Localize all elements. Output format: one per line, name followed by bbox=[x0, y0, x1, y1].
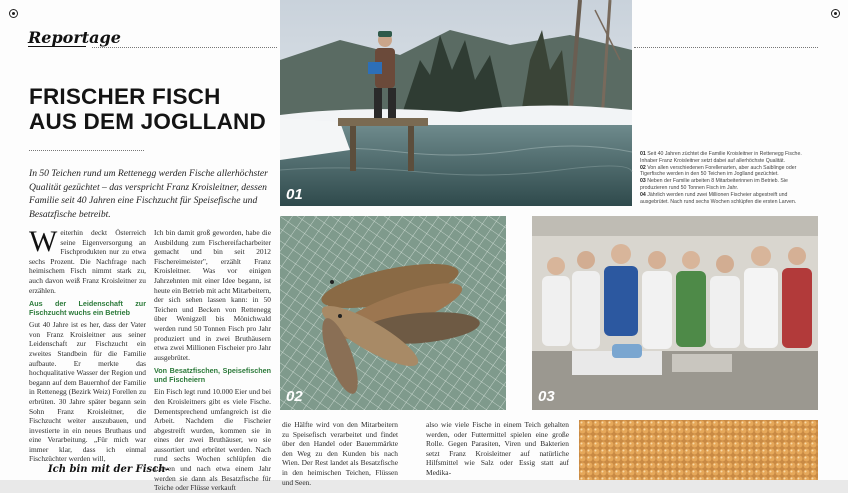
subheading: Aus der Leidenschaft zur Fischzucht wuchs ein Betrieb bbox=[29, 299, 146, 318]
article-lead: In 50 Teichen rund um Rettenegg werden Fische allerhöchster Qualität gezüchtet – das verspricht Franz Kroisleitner, dessen Familie seit 40 Jahren eine Fischzucht für Speisefische und Besatzfische betreibt. bbox=[29, 168, 268, 220]
paragraph: Ich bin damit groß geworden, habe die Ausbildung zum Fischereifacharbeiter gemacht und bin seit 2012 Fischereimeister", erzählt Franz Kroisleitner. Was vor einigen Jahrzehnten mit einer Idee begann, ist heute ein Betrieb mit acht Mitarbeitern, der sich sehen lassen kann: in 50 Teichen und Becken von Rettenegg über Wenigzell bis Mönichwald werden rund 50 Tonnen Fisch pro Jahr produziert und in zwei Bruthäusern etwa zwei Millionen Fischeier pro Jahr ausgebrütet. bbox=[154, 228, 271, 362]
paragraph: Gut 40 Jahre ist es her, dass der Vater von Franz Kroisleitner aus seiner Leidenschaft zur Fischzucht ein zweites Standbein für die Familie aufbaute. Er merkte das hochqualitative Wasser der Region und begann auf dem Bauernhof der Familie in Rettenegg (Bezirk Weiz) Forellen zu erbrüten. 30 Jahre später begann sein Sohn Franz Kroisleitner, die Fischzucht weiter auszubauen, und investierte in ein neues Bruthaus und eine Verarbeitung. „Für mich war immer klar, dass ich einmal Fischzüchter werden will, bbox=[29, 320, 146, 464]
photo-number: 01 bbox=[286, 186, 303, 203]
headline-rule bbox=[29, 150, 144, 151]
paragraph: also wie viele Fische in einem Teich gehalten werden, oder Futtermittel spielen eine große Rolle. Gegen Parasiten, Viren und Bakterien setzt Franz Kroisleitner auf natürliche Hilfsmittel wie Salz oder Essig statt auf Medika- bbox=[426, 420, 569, 477]
text-column-1 bbox=[29, 225, 146, 466]
kicker-underline bbox=[28, 46, 86, 47]
pond-illustration bbox=[280, 0, 632, 206]
registration-mark-left bbox=[9, 9, 18, 18]
section-kicker: Reportage bbox=[28, 28, 121, 47]
photo-trout-net bbox=[280, 216, 506, 410]
caption-item: 03 Neben der Familie arbeiten 8 Mitarbeiterinnen im Betrieb. Sie produzieren rund 50 Tonnen Fisch im Jahr. bbox=[640, 178, 788, 191]
caption-item: 01 Seit 40 Jahren züchtet die Familie Kroisleitner in Rettenegg Fische. Inhaber Franz Kroisleitner setzt dabei auf allerhöchste Qualität. bbox=[640, 151, 802, 164]
photo-captions bbox=[640, 151, 816, 205]
article-headline bbox=[29, 84, 279, 134]
header-rule-left bbox=[92, 47, 277, 48]
team-illustration bbox=[532, 216, 818, 410]
trout-illustration bbox=[280, 216, 506, 410]
photo-number: 03 bbox=[538, 388, 555, 405]
caption-item: 02 Von allen verschiedenen Forellenarten, aber auch Saiblinge oder Tigerfische werden in den 50 Teichen im Joglland gezüchtet. bbox=[640, 164, 797, 178]
fish-eggs-illustration bbox=[579, 420, 818, 480]
photo-pond-winter bbox=[280, 0, 632, 206]
registration-mark-right bbox=[831, 9, 840, 18]
text-column-3 bbox=[282, 420, 398, 487]
photo-team bbox=[532, 216, 818, 410]
text-column-2 bbox=[154, 228, 271, 493]
headline-line-1: FRISCHER FISCH bbox=[29, 84, 221, 109]
header-rule-right bbox=[634, 47, 818, 48]
paragraph: Weiterhin deckt Österreich seine Eigenversorgung an Fischprodukten nur zu etwa sechs Prozent. Die Nachfrage nach heimischem Fisch nimmt stark zu, auch davon weiß Franz Kroisleitner zu erzählen. bbox=[29, 225, 146, 295]
pull-quote: Ich bin mit der Fisch- bbox=[48, 464, 170, 475]
subheading: Von Besatzfischen, Speisefischen und Fischeiern bbox=[154, 366, 271, 385]
drop-cap: W bbox=[29, 225, 58, 258]
headline-line-2: AUS DEM JOGLLAND bbox=[29, 109, 266, 134]
caption-item: 04 Jährlich werden rund zwei Millionen Fischeier abgestreift und ausgebrütet. Nach rund sechs Wochen schlüpfen die ersten Larven. bbox=[640, 191, 797, 205]
paragraph: die Hälfte wird von den Mitarbeitern zu Speisefisch verarbeitet und findet über den Handel oder Bauernmärkte den Weg zu den Kunden bis nach Wien. Der Rest landet als Besatzfische in den heimischen Teichen, Flüssen und Seen. bbox=[282, 420, 398, 487]
photo-number: 02 bbox=[286, 388, 303, 405]
text-column-4 bbox=[426, 420, 569, 478]
photo-fish-eggs bbox=[579, 420, 818, 480]
paragraph: Ein Fisch legt rund 10.000 Eier und bei den Kroisleitners gibt es viele Fische. Dementsprechend umfangreich ist die Arbeit. Nachdem die Fischeier abgestreift wurden, kommen sie in eines der zwei Bruthäuser, wo sie aussortiert und erbrütet werden. Nach rund sechs Wochen schlüpfen die Larven und nach etwa einem Jahr werden sie dann als Besatzfische für Teiche oder Flüsse verkauft bbox=[154, 387, 271, 493]
